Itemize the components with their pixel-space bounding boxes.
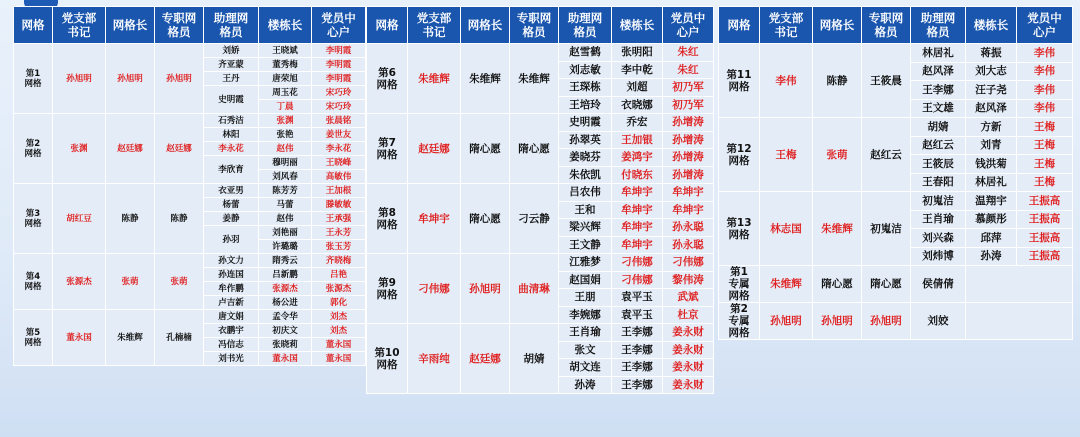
table-cell: 隋秀云 — [259, 254, 311, 267]
table-cell: 袁平玉 — [612, 307, 662, 324]
table-cell: 王李娜 — [612, 342, 662, 359]
column-header: 楼栋长 — [259, 7, 311, 43]
table-cell: 张玉芳 — [312, 240, 365, 253]
table-cell: 王梅 — [1017, 155, 1072, 173]
table-cell: 董永国 — [259, 352, 311, 365]
column-header: 党支部 书记 — [408, 7, 460, 43]
table-cell: 牟坤宇 — [612, 219, 662, 236]
table-cell: 吕新鹏 — [259, 268, 311, 281]
table-cell: 王文雄 — [911, 100, 965, 118]
table-cell: 孙永聪 — [663, 219, 713, 236]
column-header: 网格长 — [813, 7, 861, 43]
table-cell: 王加银 — [612, 132, 662, 149]
header-row — [719, 7, 1072, 43]
party-secretary: 林志国 — [760, 192, 812, 265]
grid-leader: 陈静 — [813, 44, 861, 117]
table-cell: 刘娇 — [204, 44, 258, 57]
table-cell: 陈芳芳 — [259, 184, 311, 197]
table-cell: 刘志敏 — [559, 62, 611, 79]
table-cell: 张源杰 — [259, 282, 311, 295]
table-cell: 刘杰 — [312, 324, 365, 337]
assistant-staff: 刘姣 — [911, 303, 965, 339]
table-cell: 王晓峰 — [312, 156, 365, 169]
grid-leader: 孙旭明 — [813, 303, 861, 339]
grid-staff: 刁云静 — [510, 184, 558, 253]
column-header: 网格 — [14, 7, 52, 43]
table-cell: 齐晓梅 — [312, 254, 365, 267]
table-cell: 杨蕾 — [204, 198, 258, 211]
table-cell: 牟坤宇 — [663, 202, 713, 219]
table-row — [367, 324, 713, 341]
table-cell: 唐文娟 — [204, 310, 258, 323]
table-cell: 刁伟娜 — [612, 254, 662, 271]
grid-staff: 陈静 — [155, 184, 203, 253]
table-cell: 王振高 — [1017, 229, 1072, 247]
table-cell: 宋巧玲 — [312, 86, 365, 99]
table-cell: 赵红云 — [911, 137, 965, 155]
table-cell: 刘风春 — [259, 170, 311, 183]
table-cell: 王培玲 — [559, 97, 611, 114]
table-cell: 郭化 — [312, 296, 365, 309]
grid-name: 第2 专属 网格 — [719, 303, 759, 339]
table-cell: 姜晓芬 — [559, 149, 611, 166]
table-cell: 李伟 — [1017, 100, 1072, 118]
table-cell: 吕艳 — [312, 268, 365, 281]
table-cell: 周玉花 — [259, 86, 311, 99]
table-row — [367, 44, 713, 61]
column-header: 助理网 格员 — [559, 7, 611, 43]
table-row — [14, 254, 365, 267]
table-cell: 卢吉新 — [204, 296, 258, 309]
empty-cell — [966, 303, 1072, 339]
table-cell: 董永国 — [312, 352, 365, 365]
table-cell: 慕颜彤 — [966, 211, 1016, 229]
table-cell: 王晓斌 — [259, 44, 311, 57]
table-cell: 孙增涛 — [663, 167, 713, 184]
column-header: 网格长 — [106, 7, 154, 43]
table-cell: 王和 — [559, 202, 611, 219]
table-cell: 孟令华 — [259, 310, 311, 323]
table-cell: 赵伟 — [259, 212, 311, 225]
table-cell: 李明霞 — [312, 44, 365, 57]
table-cell: 胡婧 — [911, 118, 965, 136]
table-cell: 刁伟娜 — [663, 254, 713, 271]
table-cell: 王永芳 — [312, 226, 365, 239]
table-cell: 赵风泽 — [911, 63, 965, 81]
table-cell: 宋巧玲 — [312, 100, 365, 113]
column-header: 专职网 格员 — [510, 7, 558, 43]
table-cell: 钱洪菊 — [966, 155, 1016, 173]
table-cell: 衣鹏宇 — [204, 324, 258, 337]
table-cell: 朱红 — [663, 44, 713, 61]
table-cell: 朱依凯 — [559, 167, 611, 184]
grid-staff: 赵红云 — [862, 118, 910, 191]
grid-staff: 张萌 — [155, 254, 203, 309]
table-cell: 王李娜 — [612, 377, 662, 394]
empty-cell — [966, 266, 1072, 302]
party-secretary: 王梅 — [760, 118, 812, 191]
table-cell: 付晓东 — [612, 167, 662, 184]
table-cell: 李明霞 — [312, 72, 365, 85]
grid-name: 第1 专属 网格 — [719, 266, 759, 302]
table-cell: 孙涛 — [966, 248, 1016, 266]
grid-leader: 赵廷娜 — [461, 324, 509, 393]
party-secretary: 孙旭明 — [760, 303, 812, 339]
header-row — [367, 7, 713, 43]
table-cell: 赵风泽 — [966, 100, 1016, 118]
table-cell: 牟坤宇 — [612, 202, 662, 219]
table-cell: 衣亚男 — [204, 184, 258, 197]
party-secretary: 张源杰 — [53, 254, 105, 309]
table-cell: 高敏伟 — [312, 170, 365, 183]
grid-staff: 朱维辉 — [510, 44, 558, 113]
table-cell: 赵国娟 — [559, 272, 611, 289]
grid-leader: 孙旭明 — [106, 44, 154, 113]
table-cell: 孙翠英 — [559, 132, 611, 149]
table-cell: 齐亚蒙 — [204, 58, 258, 71]
table-row — [367, 184, 713, 201]
table-cell: 王加根 — [312, 184, 365, 197]
grid-name: 第9 网格 — [367, 254, 407, 323]
table-cell: 王筱辰 — [911, 155, 965, 173]
table-cell: 初嵬洁 — [911, 192, 965, 210]
table-cell: 王春阳 — [911, 174, 965, 192]
grid-leader: 朱维辉 — [813, 192, 861, 265]
party-secretary: 张渊 — [53, 114, 105, 183]
table-cell: 汪子尧 — [966, 81, 1016, 99]
table-row — [14, 114, 365, 127]
party-secretary: 朱维辉 — [760, 266, 812, 302]
table-cell: 马蕾 — [259, 198, 311, 211]
table-cell: 丁晨 — [259, 100, 311, 113]
grid-name: 第12 网格 — [719, 118, 759, 191]
grid-leader: 隋心愿 — [461, 114, 509, 183]
column-header: 网格 — [367, 7, 407, 43]
table-cell: 袁平玉 — [612, 289, 662, 306]
grid-name: 第6 网格 — [367, 44, 407, 113]
table-cell: 王承强 — [312, 212, 365, 225]
table-cell: 李伟 — [1017, 63, 1072, 81]
column-header: 党员中 心户 — [312, 7, 365, 43]
table-cell: 王梅 — [1017, 174, 1072, 192]
table-row — [719, 44, 1072, 62]
table-cell: 穆明丽 — [259, 156, 311, 169]
grid-table-1 — [13, 6, 366, 366]
table-cell: 董秀梅 — [259, 58, 311, 71]
table-cell: 孙永聪 — [663, 237, 713, 254]
table-cell: 王李娜 — [612, 359, 662, 376]
grid-name: 第8 网格 — [367, 184, 407, 253]
grid-table-2 — [366, 6, 714, 394]
table-cell: 孙文力 — [204, 254, 258, 267]
table-cell: 初乃军 — [663, 79, 713, 96]
table-row — [719, 118, 1072, 136]
table-cell: 王振高 — [1017, 248, 1072, 266]
table-cell: 初庆文 — [259, 324, 311, 337]
column-header: 楼栋长 — [966, 7, 1016, 43]
table-cell: 林居礼 — [911, 44, 965, 62]
column-header: 专职网 格员 — [155, 7, 203, 43]
table-cell: 王文静 — [559, 237, 611, 254]
table-cell: 姜永财 — [663, 359, 713, 376]
table-cell: 刘兴森 — [911, 229, 965, 247]
table-cell: 王振高 — [1017, 211, 1072, 229]
table-cell: 姜永财 — [663, 377, 713, 394]
table-cell: 刘青 — [966, 137, 1016, 155]
table-cell: 王梅 — [1017, 118, 1072, 136]
grid-staff: 孔楠楠 — [155, 310, 203, 365]
table-cell: 孙涛 — [559, 377, 611, 394]
grid-name: 第13 网格 — [719, 192, 759, 265]
grid-staff: 隋心愿 — [510, 114, 558, 183]
party-secretary: 辛雨纯 — [408, 324, 460, 393]
table-cell: 江雅梦 — [559, 254, 611, 271]
grid-leader: 隋心愿 — [461, 184, 509, 253]
table-cell: 姜静 — [204, 212, 258, 225]
table-cell: 李伟 — [1017, 44, 1072, 62]
table-cell: 黎伟涛 — [663, 272, 713, 289]
table-cell: 蒋振 — [966, 44, 1016, 62]
table-cell: 刘大志 — [966, 63, 1016, 81]
table-cell: 李伟 — [1017, 81, 1072, 99]
table-cell: 王李娜 — [612, 324, 662, 341]
table-cell: 孙增涛 — [663, 114, 713, 131]
column-header: 党员中 心户 — [1017, 7, 1072, 43]
party-secretary: 孙旭明 — [53, 44, 105, 113]
party-secretary: 赵廷娜 — [408, 114, 460, 183]
party-secretary: 朱维辉 — [408, 44, 460, 113]
table-cell: 孙增涛 — [663, 149, 713, 166]
table-cell: 滕敏敏 — [312, 198, 365, 211]
table-row — [367, 114, 713, 131]
grid-name: 第7 网格 — [367, 114, 407, 183]
grid-staff: 王筱晨 — [862, 44, 910, 117]
table-cell: 邱萍 — [966, 229, 1016, 247]
grid-staff: 孙旭明 — [155, 44, 203, 113]
table-cell: 胡文连 — [559, 359, 611, 376]
column-header: 专职网 格员 — [862, 7, 910, 43]
grid-name: 第5 网格 — [14, 310, 52, 365]
table-cell: 梁兴辉 — [559, 219, 611, 236]
grid-name: 第4 网格 — [14, 254, 52, 309]
table-cell: 史明霞 — [559, 114, 611, 131]
table-cell: 李永花 — [312, 142, 365, 155]
table-cell: 刘杰 — [312, 310, 365, 323]
table-row — [14, 44, 365, 57]
table-cell: 杨公进 — [259, 296, 311, 309]
table-row — [14, 310, 365, 323]
table-cell: 石秀洁 — [204, 114, 258, 127]
table-cell: 李中乾 — [612, 62, 662, 79]
column-header: 助理网 格员 — [204, 7, 258, 43]
table-cell: 杜京 — [663, 307, 713, 324]
table-cell: 唐荣旭 — [259, 72, 311, 85]
table-row — [367, 254, 713, 271]
table-cell: 姜永财 — [663, 324, 713, 341]
table-cell: 刁伟娜 — [612, 272, 662, 289]
table-cell: 王琛栋 — [559, 79, 611, 96]
table-cell: 王肖瑜 — [911, 211, 965, 229]
header-row — [14, 7, 365, 43]
column-header: 助理网 格员 — [911, 7, 965, 43]
table-cell: 林居礼 — [966, 174, 1016, 192]
party-secretary: 刁伟娜 — [408, 254, 460, 323]
table-cell: 王梅 — [1017, 137, 1072, 155]
grid-staff: 赵廷娜 — [155, 114, 203, 183]
table-cell: 孙连国 — [204, 268, 258, 281]
grid-leader: 隋心愿 — [813, 266, 861, 302]
table-cell: 衣晓娜 — [612, 97, 662, 114]
table-cell: 李欣育 — [204, 156, 258, 183]
table-cell: 王朋 — [559, 289, 611, 306]
grid-staff: 初嵬洁 — [862, 192, 910, 265]
table-cell: 张明阳 — [612, 44, 662, 61]
table-cell: 孙增涛 — [663, 132, 713, 149]
table-cell: 牟坤宇 — [612, 184, 662, 201]
table-cell: 孙羽 — [204, 226, 258, 253]
table-cell: 张渊 — [259, 114, 311, 127]
table-cell: 张艳 — [259, 128, 311, 141]
table-cell: 牟坤宇 — [663, 184, 713, 201]
grid-name: 第11 网格 — [719, 44, 759, 117]
table-cell: 张晨铭 — [312, 114, 365, 127]
table-cell: 赵雪鹤 — [559, 44, 611, 61]
column-header: 楼栋长 — [612, 7, 662, 43]
table-cell: 牟坤宇 — [612, 237, 662, 254]
grid-staff: 孙旭明 — [862, 303, 910, 339]
grid-staff: 曲清琳 — [510, 254, 558, 323]
grid-leader: 赵廷娜 — [106, 114, 154, 183]
table-cell: 姜世友 — [312, 128, 365, 141]
table-cell: 张源杰 — [312, 282, 365, 295]
table-cell: 初乃军 — [663, 97, 713, 114]
party-secretary: 牟坤宇 — [408, 184, 460, 253]
table-cell: 林阳 — [204, 128, 258, 141]
table-row — [14, 184, 365, 197]
table-cell: 王李娜 — [911, 81, 965, 99]
party-secretary: 胡红豆 — [53, 184, 105, 253]
column-header: 网格长 — [461, 7, 509, 43]
table-cell: 方新 — [966, 118, 1016, 136]
grid-table-3 — [718, 6, 1073, 340]
table-cell: 李明霞 — [312, 58, 365, 71]
table-cell: 冯信志 — [204, 338, 258, 351]
column-header: 党支部 书记 — [760, 7, 812, 43]
table-cell: 王振高 — [1017, 192, 1072, 210]
table-cell: 吕农伟 — [559, 184, 611, 201]
table-cell: 史明霞 — [204, 86, 258, 113]
party-secretary: 董永国 — [53, 310, 105, 365]
table-cell: 武斌 — [663, 289, 713, 306]
grid-name: 第1 网格 — [14, 44, 52, 113]
table-cell: 乔宏 — [612, 114, 662, 131]
table-cell: 温翔宇 — [966, 192, 1016, 210]
grid-name: 第10 网格 — [367, 324, 407, 393]
party-secretary: 李伟 — [760, 44, 812, 117]
grid-leader: 孙旭明 — [461, 254, 509, 323]
grid-staff: 胡婧 — [510, 324, 558, 393]
grid-leader: 陈静 — [106, 184, 154, 253]
column-header: 党员中 心户 — [663, 7, 713, 43]
grid-leader: 朱维辉 — [461, 44, 509, 113]
table-cell: 刘艳丽 — [259, 226, 311, 239]
table-cell: 刘超 — [612, 79, 662, 96]
table-cell: 李婉娜 — [559, 307, 611, 324]
grid-staff: 隋心愿 — [862, 266, 910, 302]
table-cell: 刘书光 — [204, 352, 258, 365]
assistant-staff: 侯倩倩 — [911, 266, 965, 302]
grid-leader: 张萌 — [813, 118, 861, 191]
table-cell: 董永国 — [312, 338, 365, 351]
column-header: 党支部 书记 — [53, 7, 105, 43]
table-row — [719, 192, 1072, 210]
table-cell: 牟作鹏 — [204, 282, 258, 295]
table-cell: 赵伟 — [259, 142, 311, 155]
table-cell: 张晓莉 — [259, 338, 311, 351]
grid-name: 第2 网格 — [14, 114, 52, 183]
table-cell: 姜永财 — [663, 342, 713, 359]
table-cell: 张文 — [559, 342, 611, 359]
table-cell: 许璐璐 — [259, 240, 311, 253]
grid-leader: 朱维辉 — [106, 310, 154, 365]
column-header: 网格 — [719, 7, 759, 43]
table-cell: 姜鸿宇 — [612, 149, 662, 166]
table-cell: 李永花 — [204, 142, 258, 155]
table-cell: 朱红 — [663, 62, 713, 79]
table-cell: 王肖瑜 — [559, 324, 611, 341]
table-cell: 刘炜博 — [911, 248, 965, 266]
table-cell: 王丹 — [204, 72, 258, 85]
grid-leader: 张萌 — [106, 254, 154, 309]
grid-name: 第3 网格 — [14, 184, 52, 253]
